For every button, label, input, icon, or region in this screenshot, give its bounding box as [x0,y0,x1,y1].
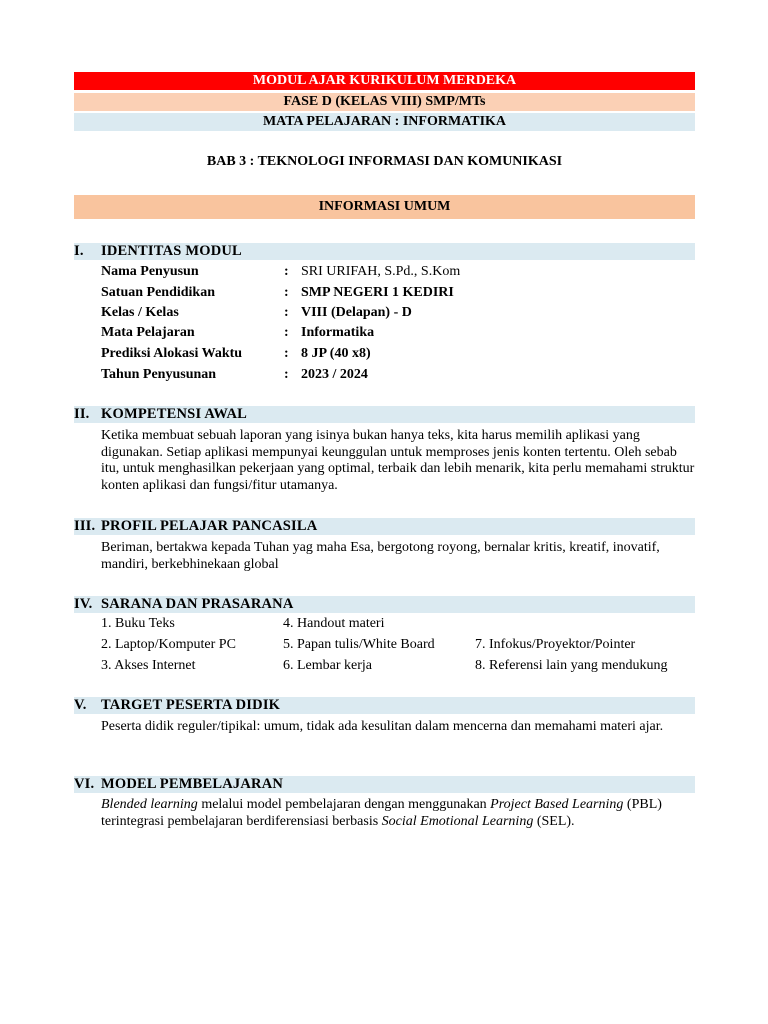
section-number: III. [74,518,96,534]
list-item: 6. Lembar kerja [283,658,373,673]
section-title: IDENTITAS MODUL [101,243,242,259]
identity-row [101,323,695,343]
identity-row [101,365,695,385]
section-number: I. [74,243,84,259]
document-title: MODUL AJAR KURIKULUM MERDEKA [74,72,695,90]
section-title: TARGET PESERTA DIDIK [101,697,281,713]
model-term-sel: Social Emotional Learning [381,813,534,829]
section-title: MODEL PEMBELAJARAN [101,776,284,792]
identity-colon: : [284,285,289,300]
list-item: 1. Buku Teks [101,616,175,631]
identity-colon: : [284,346,289,361]
kompetensi-text: Ketika membuat sebuah laporan yang isinya bukan hanya teks, kita harus memilih aplikasi yang digunakan. Setiap aplikasi mempunyai keunggulan untuk memproses jenis konten tertentu. Oleh sebab itu, untuk menghasilkan pekerjaan yang optimal, terbaik dan lebih menarik, kita perlu memahami struktur konten aplikasi dan fungsi/fitur utamanya. [101,428,695,493]
identity-value: 8 JP (40 x8) [301,346,371,361]
identity-colon: : [284,264,289,279]
identity-value: SMP NEGERI 1 KEDIRI [301,285,454,300]
phase-title: FASE D (KELAS VIII) SMP/MTs [74,93,695,111]
identity-colon: : [284,305,289,320]
list-item: 5. Papan tulis/White Board [283,637,435,652]
identity-value: VIII (Delapan) - D [301,305,412,320]
model-term-blended: Blended learning [101,797,198,812]
subject-title: MATA PELAJARAN : INFORMATIKA [74,113,695,131]
identity-row [101,303,695,323]
profil-text: Beriman, bertakwa kepada Tuhan yag maha Esa, bergotong royong, bernalar kritis, kreatif, inovatif, mandiri, berkebhinekaan global [101,540,660,572]
identity-colon: : [284,325,289,340]
section-target-heading [74,697,695,714]
identity-value: SRI URIFAH, S.Pd., S.Kom [301,264,461,279]
identity-row [101,262,695,282]
section-title: KOMPETENSI AWAL [101,406,248,422]
section-number: II. [74,406,90,422]
identity-label: Nama Penyusun [101,264,199,279]
section-title: PROFIL PELAJAR PANCASILA [101,518,318,534]
identity-row [101,344,695,364]
section-number: IV. [74,596,93,612]
section-sarana-heading [74,596,695,613]
section-kompetensi-heading [74,406,695,423]
list-item: 2. Laptop/Komputer PC [101,637,236,652]
list-item: 3. Akses Internet [101,658,196,673]
section-title: SARANA DAN PRASARANA [101,596,294,612]
identity-label: Satuan Pendidikan [101,285,215,300]
section-model-heading [74,776,695,793]
model-text [101,797,695,830]
chapter-title: BAB 3 : TEKNOLOGI INFORMASI DAN KOMUNIKASI [206,154,563,169]
identity-value: Informatika [301,325,375,340]
target-text: Peserta didik reguler/tipikal: umum, tidak ada kesulitan dalam mencerna dan memahami materi ajar. [101,719,664,734]
list-item: 8. Referensi lain yang mendukung [475,658,668,673]
identity-label: Prediksi Alokasi Waktu [101,346,243,361]
section-profil-heading [74,518,695,535]
list-item: 4. Handout materi [283,616,385,631]
identity-label: Tahun Penyusunan [101,367,217,382]
general-info-heading: INFORMASI UMUM [74,195,695,219]
section-number: VI. [74,776,95,792]
model-text-part: melalui model pembelajaran dengan menggunakan [197,797,491,812]
identity-label: Kelas / Kelas [101,305,179,320]
model-term-pbl: Project Based Learning [490,797,624,812]
identity-value: 2023 / 2024 [301,367,368,382]
list-item: 7. Infokus/Proyektor/Pointer [475,637,636,652]
model-text-part: (PBL) terintegrasi pembelajaran berdiferensiasi berbasis [101,797,662,829]
model-text-part: (SEL). [533,813,575,829]
section-identitas-heading [74,243,695,260]
identity-colon: : [284,367,289,382]
identity-row [101,283,695,303]
identity-label: Mata Pelajaran [101,325,195,340]
section-number: V. [74,697,87,713]
